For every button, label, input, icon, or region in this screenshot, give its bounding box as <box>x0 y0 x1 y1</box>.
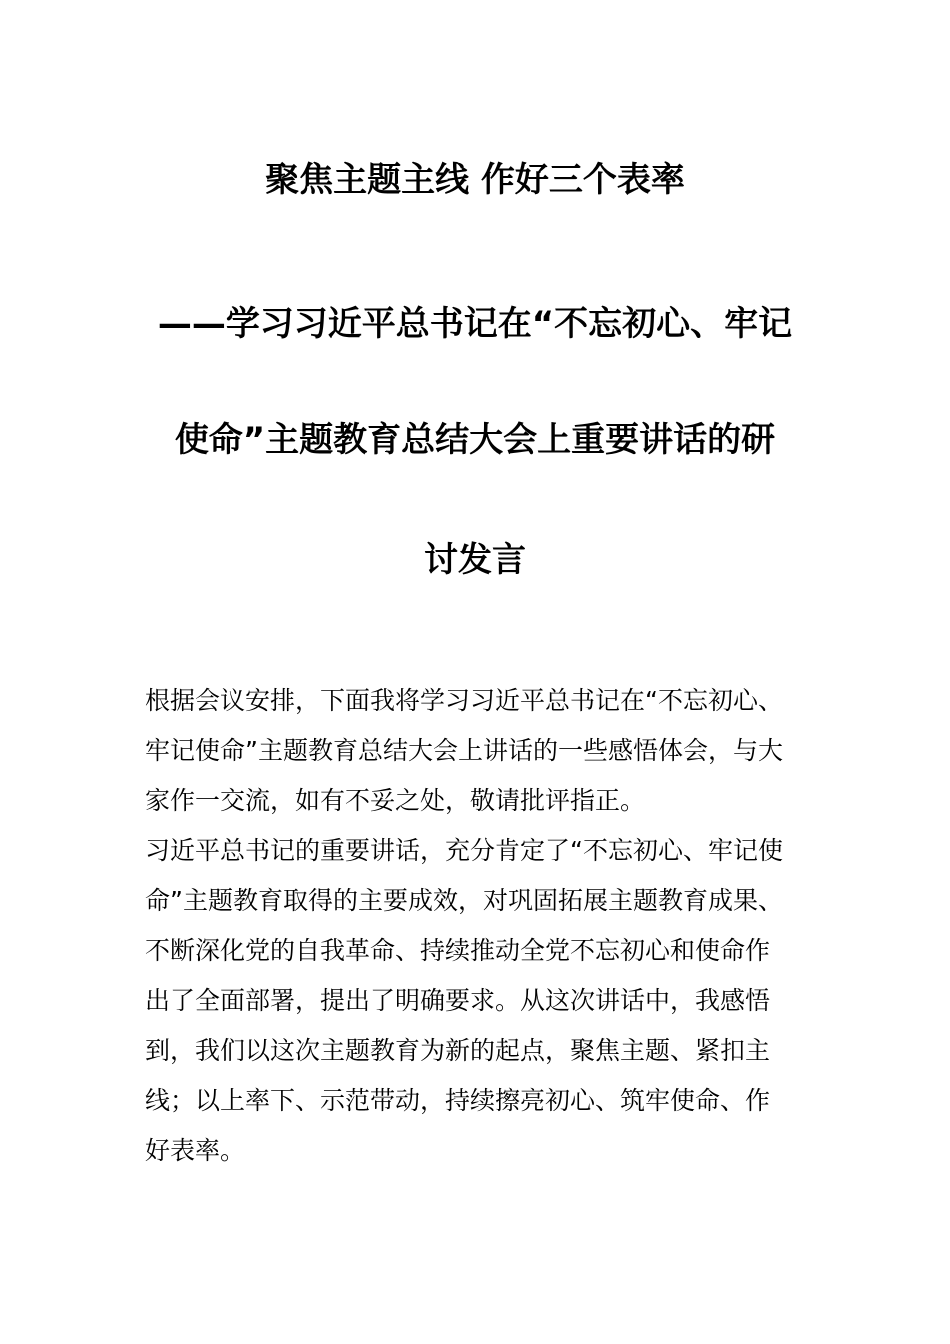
document-subtitle-line-2: 使命”主题教育总结大会上重要讲话的研 <box>174 420 776 460</box>
text-line: 不断深化党的自我革命、持续推动全党不忘初心和使命作 <box>145 936 771 965</box>
text-line: 根据会议安排，下面我将学习习近平总书记在“不忘初心、 <box>145 686 783 715</box>
document-title: 聚焦主题主线 作好三个表率 <box>265 160 685 200</box>
text-line: 好表率。 <box>145 1136 246 1165</box>
text-line: 命”主题教育取得的主要成效，对巩固拓展主题教育成果、 <box>145 886 783 915</box>
text-line: 习近平总书记的重要讲话，充分肯定了“不忘初心、牢记使 <box>145 836 783 865</box>
document-subtitle-line-1: ——学习习近平总书记在“不忘初心、牢记 <box>157 304 793 344</box>
paragraph-main <box>145 826 810 1176</box>
paragraph-intro <box>145 676 810 826</box>
text-line: 到，我们以这次主题教育为新的起点，聚焦主题、紧扣主 <box>145 1036 771 1065</box>
text-line: 牢记使命”主题教育总结大会上讲话的一些感悟体会，与大 <box>145 736 783 765</box>
document-body <box>145 676 810 1176</box>
text-line: 家作一交流，如有不妥之处，敬请批评指正。 <box>145 786 646 815</box>
document-subtitle-line-3: 讨发言 <box>424 540 526 580</box>
text-line: 线；以上率下、示范带动，持续擦亮初心、筑牢使命、作 <box>145 1086 771 1115</box>
text-line: 出了全面部署，提出了明确要求。从这次讲话中，我感悟 <box>145 986 771 1015</box>
